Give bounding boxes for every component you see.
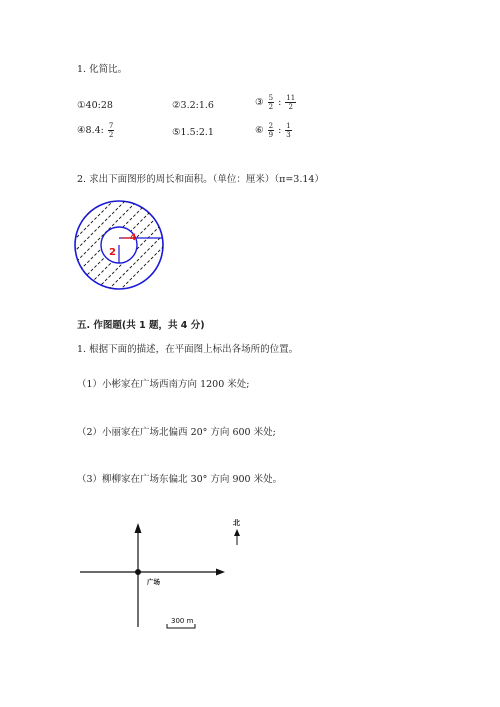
item-mark: ⑤: [172, 127, 181, 138]
q1-item-4: [77, 122, 115, 139]
scale-label: 300 m: [171, 617, 194, 625]
outer-marker-label: 4: [130, 233, 137, 243]
section5-q1: 1. 根据下面的描述，在平面图上标出各场所的位置。: [77, 344, 299, 355]
item-mark: ⑥: [255, 125, 264, 136]
item-text: 40:28: [85, 100, 113, 111]
annulus-figure: [72, 198, 166, 292]
ratio-sep: :: [278, 125, 282, 136]
ratio-sep: :: [278, 97, 282, 108]
east-arrowhead: [216, 569, 225, 576]
q1-item-5: [172, 127, 214, 138]
map-figure: [70, 512, 270, 637]
plaza-dot: [135, 569, 141, 575]
q1-item-1: [77, 100, 113, 111]
fraction: $\frac{11}{2}$: [286, 94, 296, 111]
item-text: 3.2:1.6: [180, 100, 214, 111]
q2-title: 2. 求出下面图形的周长和面积。（单位：厘米）（π=3.14）: [77, 174, 324, 185]
item-lead: 8.4:: [85, 125, 104, 136]
section5-item-1: （1）小彬家在广场西南方向 1200 米处;: [77, 379, 250, 390]
section5-heading: 五. 作图题(共 1 题，共 4 分): [77, 320, 205, 331]
section5-item-3: （3）柳柳家在广场东偏北 30° 方向 900 米处。: [77, 474, 283, 485]
inner-radius-label: 2: [109, 247, 116, 258]
item-mark: ④: [77, 125, 86, 136]
item-mark: ①: [77, 100, 86, 111]
item-mark: ③: [255, 97, 264, 108]
north-arrow-icon: [234, 529, 240, 536]
item-text: 1.5:2.1: [180, 127, 214, 138]
fraction: $\frac{5}{2}$: [268, 94, 274, 111]
fraction: $\frac{1}{3}$: [286, 122, 291, 139]
q1-title: 1. 化简比。: [77, 64, 128, 75]
fraction: $\frac{7}{2}$: [108, 122, 114, 139]
section5-item-2: （2）小丽家在广场北偏西 20° 方向 600 米处;: [77, 427, 276, 438]
item-mark: ②: [172, 100, 181, 111]
north-arrowhead: [135, 523, 142, 533]
fraction: $\frac{2}{9}$: [268, 122, 274, 139]
north-label: 北: [233, 519, 240, 527]
q1-item-2: [172, 100, 214, 111]
plaza-label: 广场: [147, 578, 160, 586]
q1-item-3: [255, 94, 297, 111]
q1-item-6: [255, 122, 293, 139]
